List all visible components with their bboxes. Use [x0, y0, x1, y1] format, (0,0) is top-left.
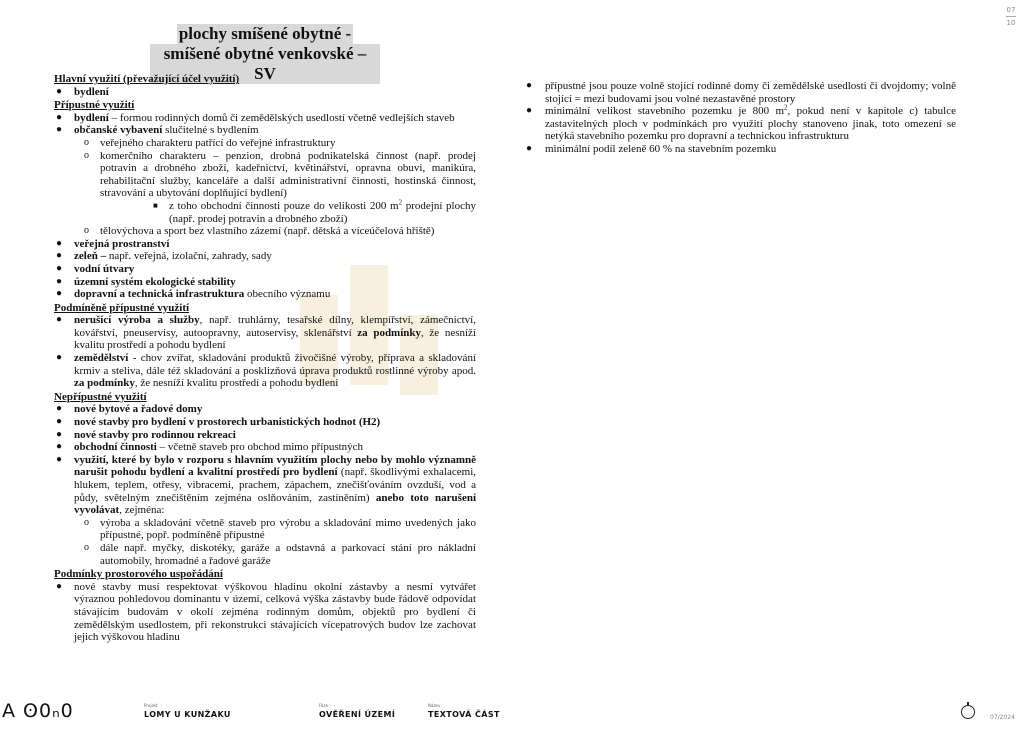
company-logo: A ʘ0ₙ0	[2, 700, 74, 722]
title-line-1: plochy smíšené obytné -	[178, 24, 352, 43]
bullet-icon: ●	[56, 453, 63, 465]
bullet-icon: ●	[526, 142, 533, 154]
circle-bullet-icon: o	[84, 136, 89, 148]
list-item: ● vodní útvary	[56, 262, 135, 275]
list-item: ● minimální podíl zeleně 60 % na stavebním pozemku	[526, 142, 777, 155]
bullet-icon: ●	[56, 580, 63, 592]
bullet-icon: ●	[526, 105, 533, 117]
list-item: ● nerušící výroba a služby, např. truhlárny, tesařské dílny, klempířství, zámečnictví, kovářství, pneuservisy, autoopravny, autoservisy, sklenářství za podmínky, že nesníží kvalitu prostředí a pohodu bydlení	[56, 314, 476, 352]
page-current: 07	[1006, 6, 1016, 14]
footer-date: 07/2024	[990, 714, 1015, 721]
sub-list-item: o dále např. myčky, diskotéky, garáže a odstavná a parkovací stání pro nákladní automobily, hromadné a řadové garáže	[84, 541, 476, 567]
section-heading-spatial: Podmínky prostorového uspořádání	[54, 568, 223, 581]
page-total: 10	[1006, 19, 1016, 27]
list-item: ● nové stavby pro rodinnou rekreaci	[56, 428, 236, 441]
list-item: ● nové stavby musí respektovat výškovou hladinu okolní zástavby a nesmí vytvářet výraznou pohledovou dominantu v území, celková výška zástavby bude řádově odpovídat stávajícím budovám v okolí zejména rodinným domům, objektů pro bydlení či zemědělským usedlostem, při rekonstrukci stávajících vícepatrových budov lze zachovat jejich výškovou hladinu	[56, 580, 476, 644]
sub-list-item: o komerčního charakteru – penzion, drobná podnikatelská činnost (např. prodej potravin a drobného zboží, kadeřnictví, květinářství, opravna obuvi, manikúra, rehabilitační služby, kanceláře a další administrativní činnosti, hostinská činnost, stravování a ubytování doplňující bydlení)	[84, 149, 476, 200]
conditional-list	[54, 314, 476, 390]
left-column	[54, 72, 476, 644]
prohibited-list	[54, 403, 476, 567]
bullet-icon: ●	[56, 250, 63, 262]
footer-project-value: LOMY U KUNŽAKU	[144, 710, 231, 719]
footer-phase-caption: Fáze	[319, 703, 328, 708]
bullet-icon: ●	[56, 416, 63, 428]
bullet-icon: ●	[56, 441, 63, 453]
bullet-icon: ●	[56, 428, 63, 440]
power-circle-icon	[961, 705, 975, 719]
footer-name-caption: Název	[428, 703, 441, 708]
sub-list-item: o výroba a skladování včetně staveb pro výrobu a skladování mimo uvedených jako přípustné, popř. podmíněně přípustné	[84, 516, 476, 542]
footer-name	[428, 703, 500, 721]
bullet-icon: ●	[56, 314, 63, 326]
footer-phase	[319, 703, 395, 721]
list-item: ● nové bytové a řadové domy	[56, 403, 203, 416]
bullet-icon: ●	[56, 352, 63, 364]
circle-bullet-icon: o	[84, 149, 89, 161]
footer	[0, 694, 1024, 734]
bullet-icon: ●	[56, 288, 63, 300]
section-heading-main-use: Hlavní využití (převažující účel využití)	[54, 73, 240, 85]
main-use-list	[54, 86, 476, 99]
list-item: ● veřejná prostranství	[56, 237, 170, 250]
list-item: ● zemědělství - chov zvířat, skladování produktů živočišné výroby, příprava a skladování krmiv a steliva, dále též skladování a posklizňová úprava produktů rostlinné výroby apod. za podmínky, že nesníží kvalitu prostředí a pohodu bydlení	[56, 352, 476, 390]
circle-bullet-icon: o	[84, 225, 89, 237]
list-item: ● nové stavby pro bydlení v prostorech urbanistických hodnot (H2)	[56, 416, 381, 429]
section-heading-prohibited: Nepřípustné využití	[54, 390, 147, 403]
list-item: ● přípustné jsou pouze volně stojící rodinné domy či zemědělské usedlosti či dvojdomy; volně stojící = mezi budovami jsou volné nezastavěné prostory	[526, 80, 956, 105]
section-heading-permitted: Přípustné využití	[54, 99, 135, 112]
list-item: ● bydlení	[56, 85, 109, 98]
title-line-2: smíšené obytné venkovské – SV	[150, 44, 380, 84]
list-item: ● využití, které by bylo v rozporu s hlavním využitím plochy nebo by mohlo významně narušit pohodu bydlení a kvalitní prostředí pro bydlení (např. škodlivými exhalacemi, hlukem, teplem, otřesy, vibracemi, prachem, zápachem, znečišťováním ovzduší, vod a půdy, světelným znečištěním zejména oslňováním, zastíněním) anebo toto narušení vyvolávat, zejména:	[56, 453, 476, 517]
circle-bullet-icon: o	[84, 516, 89, 528]
bullet-icon: ●	[56, 275, 63, 287]
footer-project-caption: Projekt	[144, 703, 158, 708]
footer-project	[144, 703, 231, 721]
bullet-icon: ●	[56, 262, 63, 274]
square-bullet-icon: ■	[153, 200, 158, 210]
sub-list-item: o tělovýchova a sport bez vlastního zázemí (např. dětská a víceúčelová hřiště)	[84, 225, 435, 238]
bullet-icon: ●	[56, 124, 63, 136]
bullet-icon: ●	[56, 111, 63, 123]
bullet-icon: ●	[526, 80, 533, 91]
right-column	[524, 80, 956, 156]
list-item: ● obchodní činnosti – včetně staveb pro obchod mimo přípustných	[56, 441, 364, 454]
page-number	[1006, 4, 1016, 29]
sub-sub-list-item: ■ z toho obchodní činnosti pouze do velikosti 200 $m^2$ prodejní plochy (např. prodej potravin a drobného zboží)	[153, 198, 476, 225]
list-item: ● zeleň – např. veřejná, izolační, zahrady, sady	[56, 250, 272, 263]
list-item: ● dopravní a technická infrastruktura obecního významu	[56, 288, 331, 301]
section-heading-conditional: Podmíněně přípustné využití	[54, 301, 190, 314]
spatial-list-continued	[524, 80, 956, 156]
list-item: ● územní systém ekologické stability	[56, 275, 236, 288]
bullet-icon: ●	[56, 237, 63, 249]
permitted-list	[54, 112, 476, 301]
list-item: ● minimální velikost stavebního pozemku je 800 $m^2$, pokud není v kapitole c) tabulce zastavitelných ploch v podmínkách pro využití plochy stanoveno jinak, toto omezení se netýká stavebního pozemku pro dopravní a technickou infrastrukturu	[526, 103, 956, 143]
spatial-list	[54, 581, 476, 644]
footer-name-value: TEXTOVÁ ČÁST	[428, 710, 500, 719]
bullet-icon: ●	[56, 403, 63, 415]
footer-phase-value: OVĚŘENÍ ÚZEMÍ	[319, 710, 396, 719]
list-item: ● bydlení – formou rodinných domů či zemědělských usedlostí včetně vedlejších staveb	[56, 111, 455, 124]
list-item: ● občanské vybavení slučitelné s bydlením	[56, 124, 259, 137]
bullet-icon: ●	[56, 85, 63, 97]
sub-list-item: o veřejného charakteru patřící do veřejné infrastruktury	[84, 136, 336, 149]
circle-bullet-icon: o	[84, 541, 89, 553]
